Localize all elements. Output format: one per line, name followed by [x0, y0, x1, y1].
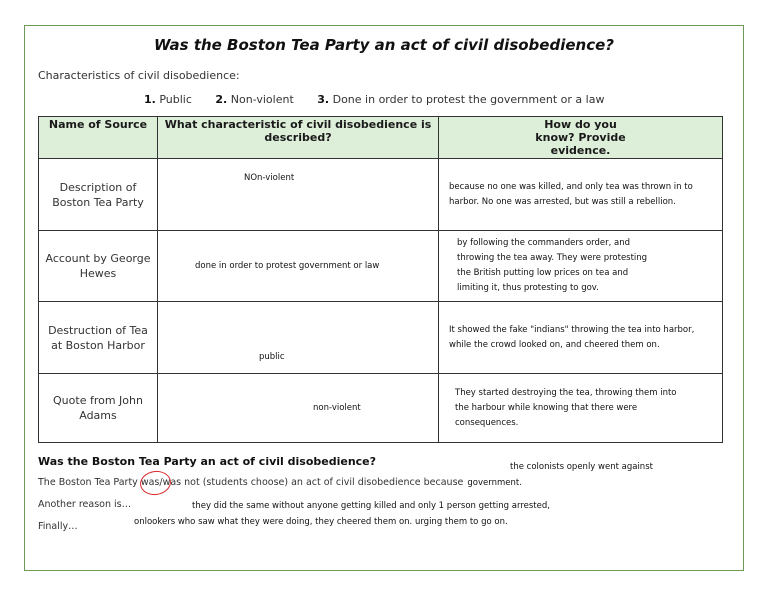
table-row	[39, 231, 723, 302]
circled-word: was	[140, 477, 160, 488]
evidence-line: limiting it, thus protesting to gov.	[457, 283, 599, 293]
conclusion-heading: Was the Boston Tea Party an act of civil disobedience?	[38, 455, 377, 468]
characteristic-cell	[158, 231, 439, 302]
sentence-rest: /was not (students choose) an act of civil disobedience because	[159, 477, 464, 488]
characteristic-cell	[158, 302, 439, 374]
characteristic-answer: non-violent	[313, 403, 361, 413]
finally-answer: onlookers who saw what they were doing, they cheered them on. urging them to go on.	[134, 517, 508, 527]
header-source: Name of Source	[39, 117, 158, 159]
evidence-line: They started destroying the tea, throwing them into	[455, 387, 677, 398]
characteristic-cell	[158, 159, 439, 231]
characteristic-2-text: Non-violent	[230, 93, 294, 106]
header-evidence	[439, 117, 723, 159]
characteristic-answer: done in order to protest government or law	[195, 261, 380, 271]
answer-above: the colonists openly went against	[510, 462, 653, 472]
characteristics-list	[144, 93, 604, 106]
table-header-row	[39, 117, 723, 159]
evidence-line: the British putting low prices on tea and	[457, 268, 629, 278]
characteristic-1-number: 1.	[144, 93, 156, 106]
evidence-cell	[439, 159, 723, 231]
evidence-cell	[439, 231, 723, 302]
table-row	[39, 374, 723, 443]
characteristic-3-number: 3.	[317, 93, 330, 106]
table-row	[39, 302, 723, 374]
evidence-line: because no one was killed, and only tea was thrown in to	[449, 181, 693, 192]
evidence-cell	[439, 374, 723, 443]
worksheet-title: Was the Boston Tea Party an act of civil disobedience?	[154, 36, 614, 54]
characteristic-2-number: 2.	[215, 93, 228, 106]
evidence-cell	[439, 302, 723, 374]
another-reason-label: Another reason is…	[38, 499, 132, 510]
conclusion-sentence	[38, 477, 522, 488]
header-evidence-text: How do you know? Provide evidence.	[535, 118, 626, 157]
characteristics-label: Characteristics of civil disobedience:	[38, 69, 240, 82]
evidence-line: while the crowd looked on, and cheered them on.	[449, 339, 660, 350]
evidence-line: by following the commanders order, and	[457, 238, 631, 248]
sentence-start: The Boston Tea Party	[38, 477, 141, 488]
evidence-line: consequences.	[455, 417, 519, 428]
source-name: Description of Boston Tea Party	[39, 159, 158, 231]
evidence-line: It showed the fake "indians" throwing the tea into harbor,	[449, 324, 695, 335]
characteristic-1-text: Public	[159, 93, 192, 106]
evidence-line: harbor. No one was arrested, but was still a rebellion.	[449, 196, 676, 207]
finally-label: Finally…	[38, 521, 78, 532]
header-characteristic: What characteristic of civil disobedience is described?	[158, 117, 439, 159]
sources-table	[38, 116, 723, 443]
evidence-line: throwing the tea away. They were protesting	[457, 253, 648, 263]
characteristic-answer: public	[259, 351, 285, 362]
another-reason-answer: they did the same without anyone getting killed and only 1 person getting arrested,	[192, 501, 550, 511]
source-name: Destruction of Tea at Boston Harbor	[39, 302, 158, 374]
characteristic-answer: NOn-violent	[244, 172, 295, 183]
table-row	[39, 159, 723, 231]
characteristic-3-text: Done in order to protest the government or a law	[332, 93, 605, 106]
inline-answer: government.	[467, 478, 522, 488]
evidence-line: the harbour while knowing that there were	[455, 402, 638, 413]
source-name: Quote from John Adams	[39, 374, 158, 443]
characteristic-cell	[158, 374, 439, 443]
source-name: Account by George Hewes	[39, 231, 158, 302]
